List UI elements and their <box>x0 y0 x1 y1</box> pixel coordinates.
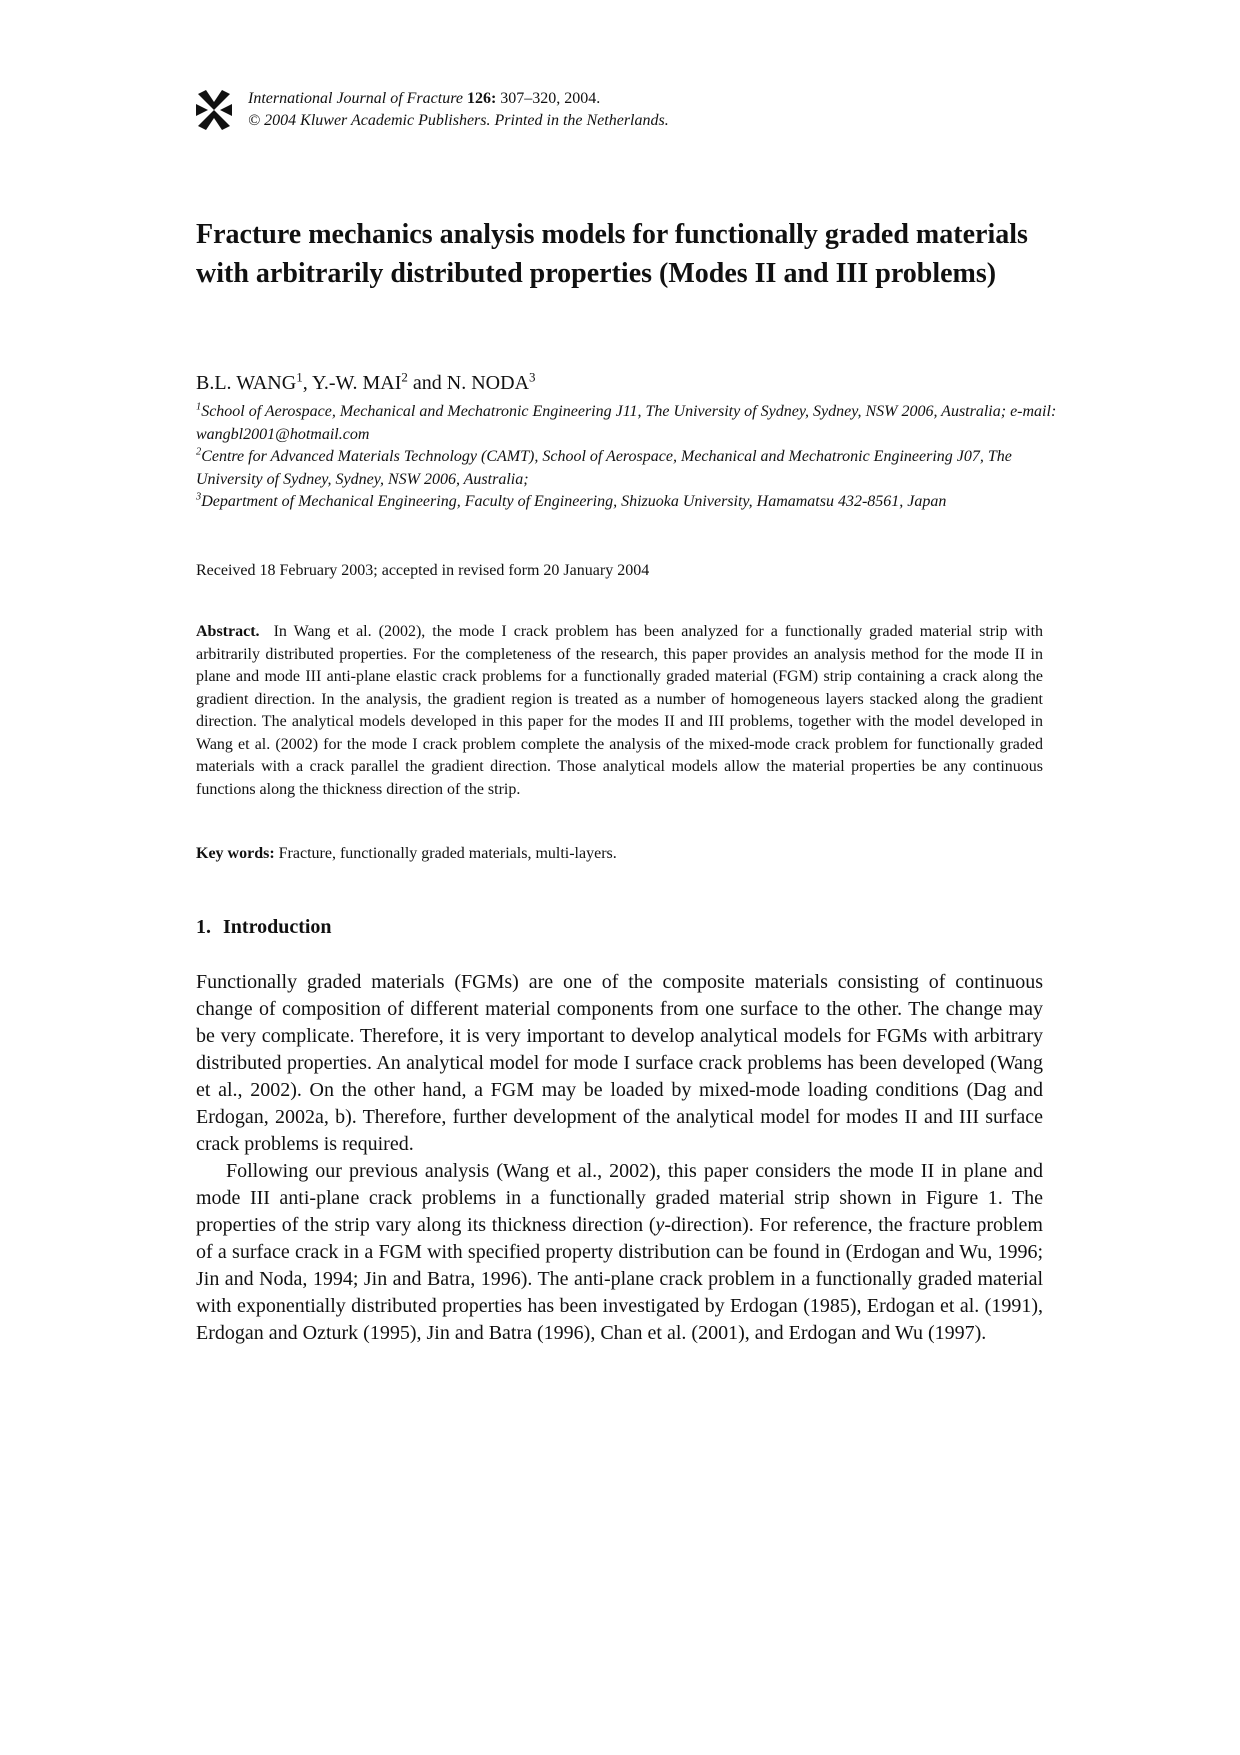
paragraph <box>196 1158 1043 1347</box>
author-name: Y.-W. MAI <box>311 372 402 394</box>
abstract <box>196 621 1043 801</box>
paragraph-text: -direction). For reference, the fracture problem of a surface crack in a FGM with specified property distribution can be found in (Erdogan and Wu, 1996; Jin and Noda, 1994; Jin and Batra, 1996). The anti-plane crack problem in a functionally graded material with exponentially distributed properties has been investigated by Erdogan (1985), Erdogan et al. (1991), Erdogan and Ozturk (1995), Jin and Batra (1996), Chan et al. (2001), and Erdogan and Wu (1997). <box>196 1214 1043 1344</box>
journal-volume: 126: <box>466 90 497 107</box>
paper-title: Fracture mechanics analysis models for functionally graded materials with arbitrarily distributed properties (Modes II and III problems) <box>196 219 1028 289</box>
author-list <box>196 370 536 396</box>
author-affil-sup: 1 <box>296 369 303 385</box>
author-affil-sup: 3 <box>529 369 536 385</box>
section-title: Introduction <box>223 916 332 938</box>
keywords-label: Key words: <box>196 845 275 862</box>
affiliation-text: Department of Mechanical Engineering, Faculty of Engineering, Shizuoka University, Hamamatsu 432-8561, Japan <box>201 493 947 510</box>
keywords-text: Fracture, functionally graded materials, multi-layers. <box>278 845 617 862</box>
affiliation-text: Centre for Advanced Materials Technology (CAMT), School of Aerospace, Mechanical and Mechatronic Engineering J07, The University of Sydney, Sydney, NSW 2006, Australia; <box>196 448 1012 488</box>
abstract-label: Abstract. <box>196 623 260 640</box>
paragraph-text: Following our previous analysis (Wang et al., 2002), this paper considers the mode II in plane and mode III anti-plane crack problems in a functionally graded material strip shown in Figure 1. The properties of the strip vary along its thickness direction ( <box>196 1160 1043 1236</box>
keywords <box>196 843 1043 865</box>
paragraph: Functionally graded materials (FGMs) are one of the composite materials consisting of continuous change of composition of different material components from one surface to the other. The change may be very complicate. Therefore, it is very important to develop analytical models for FGMs with arbitrary distributed properties. An analytical model for mode I surface crack problems has been developed (Wang et al., 2002). On the other hand, a FGM may be loaded by mixed-mode loading conditions (Dag and Erdogan, 2002a, b). Therefore, further development of the analytical model for modes II and III surface crack problems is required. <box>196 971 1043 1155</box>
journal-name: International Journal of Fracture <box>248 90 463 107</box>
affiliation <box>196 401 1076 446</box>
section-body <box>196 969 1043 1347</box>
journal-line <box>248 88 669 110</box>
affiliation-sup: 1 <box>196 401 202 413</box>
author-separator: , <box>302 372 312 394</box>
affiliation <box>196 491 1076 514</box>
section-heading <box>196 914 332 940</box>
variable: y <box>655 1214 665 1236</box>
journal-pages: 307–320, 2004. <box>500 90 601 107</box>
author-name: B.L. WANG <box>196 372 297 394</box>
received-dates: Received 18 February 2003; accepted in revised form 20 January 2004 <box>196 562 650 579</box>
author-name: N. NODA <box>446 372 530 394</box>
publisher-logo-icon <box>196 90 232 130</box>
author-affil-sup: 2 <box>401 369 408 385</box>
affiliation-sup: 2 <box>196 446 202 458</box>
copyright-line: © 2004 Kluwer Academic Publishers. Printed in the Netherlands. <box>248 112 669 129</box>
abstract-text: In Wang et al. (2002), the mode I crack problem has been analyzed for a functionally graded material strip with arbitrarily distributed properties. For the completeness of the research, this paper provides an analysis method for the mode II in plane and mode III anti-plane elastic crack problems for a functionally graded material (FGM) strip containing a crack along the gradient direction. In the analysis, the gradient region is treated as a number of homogeneous layers stacked along the gradient direction. The analytical models developed in this paper for the modes II and III problems, together with the model developed in Wang et al. (2002) for the mode I crack problem complete the analysis of the mixed-mode crack problem for functionally graded materials with a crack parallel the gradient direction. Those analytical models allow the material properties be any continuous functions along the thickness direction of the strip. <box>196 623 1044 798</box>
journal-citation <box>248 88 669 132</box>
journal-header <box>196 88 1096 134</box>
affiliation-sup: 3 <box>196 491 202 503</box>
section-number: 1. <box>196 916 211 938</box>
affiliation-list <box>196 401 1076 514</box>
author-separator: and <box>407 372 447 394</box>
affiliation <box>196 446 1076 491</box>
affiliation-text: School of Aerospace, Mechanical and Mechatronic Engineering J11, The University of Sydney, Sydney, NSW 2006, Australia; e-mail: wangbl2001@hotmail.com <box>196 403 1057 443</box>
